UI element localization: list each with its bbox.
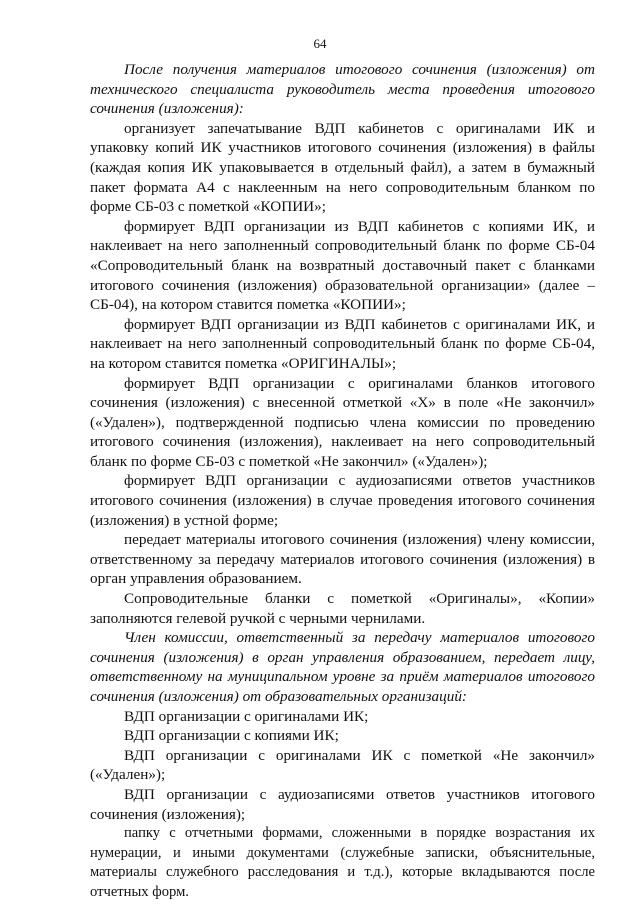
paragraph-commission-head: Член комиссии, ответственный за передачу материалов итогового сочинения (изложения) в орган управления образованием, передает лицу, ответственному на муниципальном уровне за приём материалов итогового сочинения (изложения) от образовательных организаций: — [90, 629, 595, 705]
page-number: 64 — [313, 36, 327, 51]
paragraph: передает материалы итогового сочинения (изложения) члену комиссии, ответственному за передачу материалов итогового сочинения (изложения) в орган управления образованием. — [90, 531, 595, 588]
list-item: ВДП организации с оригиналами ИК; — [124, 707, 369, 725]
document-body — [90, 60, 595, 903]
paragraph-intro-head: После получения материалов итогового сочинения (изложения) от технического специалиста руководитель места проведения итогового сочинения (изложения): — [90, 61, 595, 118]
list-item: ВДП организации с аудиозаписями ответов участников итогового сочинения (изложения); — [90, 785, 595, 823]
list-item: ВДП организации с оригиналами ИК с пометкой «Не закончил» («Удален»); — [90, 746, 595, 784]
paragraph: формирует ВДП организации с аудиозаписями ответов участников итогового сочинения (изложения) в случае проведения итогового сочинения (изложения) в устной форме; — [90, 472, 595, 529]
list-item: папку с отчетными формами, сложенными в порядке возрастания их нумерации, и иными документами (служебные записки, объяснительные, материалы служебного расследования и т.д.), которые вкладываются после отчетных форм. — [90, 825, 595, 900]
paragraph: формирует ВДП организации из ВДП кабинетов с копиями ИК, и наклеивает на него заполненный сопроводительный бланк по форме СБ-04 «Сопроводительный бланк на возвратный доставочный пакет с бланками итогового сочинения (изложения) образовательной организации» (далее – СБ-04), на котором ставится пометка «КОПИИ»; — [90, 217, 595, 314]
paragraph: Сопроводительные бланки с пометкой «Оригиналы», «Копии» заполняются гелевой ручкой с черными чернилами. — [90, 590, 595, 627]
list-item: ВДП организации с копиями ИК; — [124, 727, 339, 745]
paragraph: формирует ВДП организации с оригиналами бланков итогового сочинения (изложения) с внесенной отметкой «Х» в поле «Не закончил» («Удален»), подтвержденной подписью члена комиссии по проведению итогового сочинения (изложения), наклеивает на него сопроводительный бланк по форме СБ-03 с пометкой «Не закончил» («Удален»); — [90, 374, 595, 470]
paragraph: формирует ВДП организации из ВДП кабинетов с оригиналами ИК, и наклеивает на него заполненный сопроводительный бланк по форме СБ-04, на котором ставится пометка «ОРИГИНАЛЫ»; — [90, 315, 595, 372]
paragraph: организует запечатывание ВДП кабинетов с оригиналами ИК и упаковку копий ИК участников итогового сочинения (изложения) в файлы (каждая копия ИК упаковывается в отдельный файл), а затем в бумажный пакет формата А4 с наклеенным на него сопроводительным бланком по форме СБ-03 с пометкой «КОПИИ»; — [90, 119, 595, 216]
